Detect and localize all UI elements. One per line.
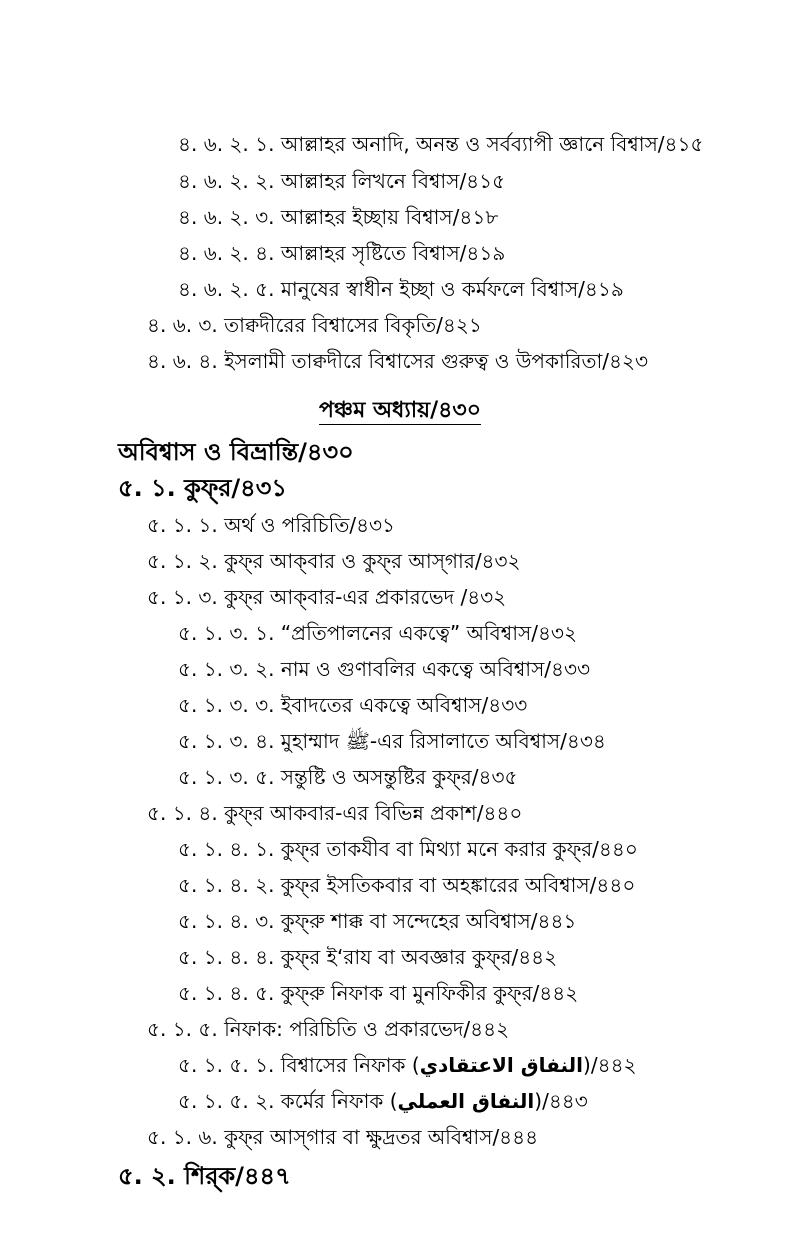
- toc-entry: ৫. ১. ৩. ১. “প্রতিপালনের একত্বে” অবিশ্বাস/৪৩২: [178, 621, 577, 645]
- arabic-term: النفاق الاعتقادي: [419, 1053, 584, 1077]
- toc-entry: ৫. ১. ৩. ৩. ইবাদতের একত্বে অবিশ্বাস/৪৩৩: [178, 693, 528, 717]
- toc-entry-page: )/৪৪৩: [534, 1089, 588, 1113]
- toc-entry: ৫. ১. ৩. কুফ্‌র আক্‌বার-এর প্রকারভেদ /৪৩২: [147, 585, 507, 609]
- arabic-term: النفاق العملي: [397, 1089, 535, 1113]
- toc-entry: ৪. ৬. ২. ৩. আল্লাহর ইচ্ছায় বিশ্বাস/৪১৮: [178, 205, 499, 229]
- toc-entry: ৪. ৬. ২. ৫. মানুষের স্বাধীন ইচ্ছা ও কর্মফলে বিশ্বাস/৪১৯: [178, 277, 624, 301]
- toc-entry: ৫. ১. ১. অর্থ ও পরিচিতি/৪৩১: [147, 513, 396, 537]
- toc-entry: ৫. ১. ৪. ৪. কুফ্‌র ই‘রায বা অবজ্ঞার কুফ্‌র/৪৪২: [178, 945, 558, 969]
- toc-entry: ৫. ১. ৫. নিফাক: পরিচিতি ও প্রকারভেদ/৪৪২: [147, 1017, 510, 1041]
- toc-entry-text: ৫. ১. ৫. ২. কর্মের নিফাক (: [178, 1089, 398, 1113]
- toc-entry: ৫. ১. ৩. ৫. সন্তুষ্টি ও অসন্তুষ্টির কুফ্‌র/৪৩৫: [178, 765, 518, 789]
- toc-entry: [178, 1089, 588, 1113]
- toc-entry: [178, 1053, 637, 1077]
- toc-entry: ৫. ১. ৩. ২. নাম ও গুণাবলির একত্বে অবিশ্বাস/৪৩৩: [178, 657, 591, 681]
- toc-entry: ৫. ১. ৩. ৪. মুহাম্মাদ ﷺ-এর রিসালাতে অবিশ্বাস/৪৩৪: [178, 729, 606, 753]
- toc-entry-text: ৫. ১. ৫. ১. বিশ্বাসের নিফাক (: [178, 1053, 420, 1077]
- toc-entry: ৫. ১. ২. কুফ্‌র আক্‌বার ও কুফ্‌র আস্‌গার/৪৩২: [147, 549, 521, 573]
- section-heading: অবিশ্বাস ও বিভ্রান্তি/৪৩০: [118, 438, 354, 466]
- toc-entry: ৫. ১. ৪. ২. কুফ্‌র ইসতিকবার বা অহঙ্কারের অবিশ্বাস/৪৪০: [178, 873, 636, 897]
- chapter-heading: [0, 398, 800, 424]
- toc-entry: ৫. ১. ৪. ৩. কুফ্‌রু শাক্ক বা সন্দেহের অবিশ্বাস/৪৪১: [178, 909, 577, 933]
- toc-entry: ৪. ৬. ২. ৪. আল্লাহর সৃষ্টিতে বিশ্বাস/৪১৯: [178, 241, 506, 265]
- chapter-heading-text: পঞ্চম অধ্যায়/৪৩০: [318, 398, 482, 423]
- toc-entry: ৪. ৬. ২. ১. আল্লাহর অনাদি, অনন্ত ও সর্বব্যাপী জ্ঞানে বিশ্বাস/৪১৫: [178, 132, 704, 156]
- toc-entry: ৪. ৬. ৩. তাক্বদীরের বিশ্বাসের বিকৃতি/৪২১: [147, 313, 482, 337]
- toc-entry: ৪. ৬. ২. ২. আল্লাহর লিখনে বিশ্বাস/৪১৫: [178, 169, 506, 193]
- section-heading: ৫. ১. কুফ্‌র/৪৩১: [118, 474, 287, 502]
- toc-entry: ৫. ১. ৬. কুফ্‌র আস্‌গার বা ক্ষুদ্রতর অবিশ্বাস/৪৪৪: [147, 1125, 539, 1149]
- toc-entry: ৫. ১. ৪. ১. কুফ্‌র তাকযীব বা মিথ্যা মনে করার কুফ্‌র/৪৪০: [178, 837, 638, 861]
- toc-entry: ৪. ৬. ৪. ইসলামী তাক্বদীরে বিশ্বাসের গুরুত্ব ও উপকারিতা/৪২৩: [147, 349, 649, 373]
- toc-entry: ৫. ১. ৪. ৫. কুফ্‌রু নিফাক বা মুনফিকীর কুফ্‌র/৪৪২: [178, 981, 579, 1005]
- section-heading: ৫. ২. শির্‌ক/৪৪৭: [118, 1162, 291, 1190]
- toc-entry-page: )/৪৪২: [583, 1053, 637, 1077]
- toc-entry: ৫. ১. ৪. কুফ্‌র আকবার-এর বিভিন্ন প্রকাশ/৪৪০: [147, 801, 523, 825]
